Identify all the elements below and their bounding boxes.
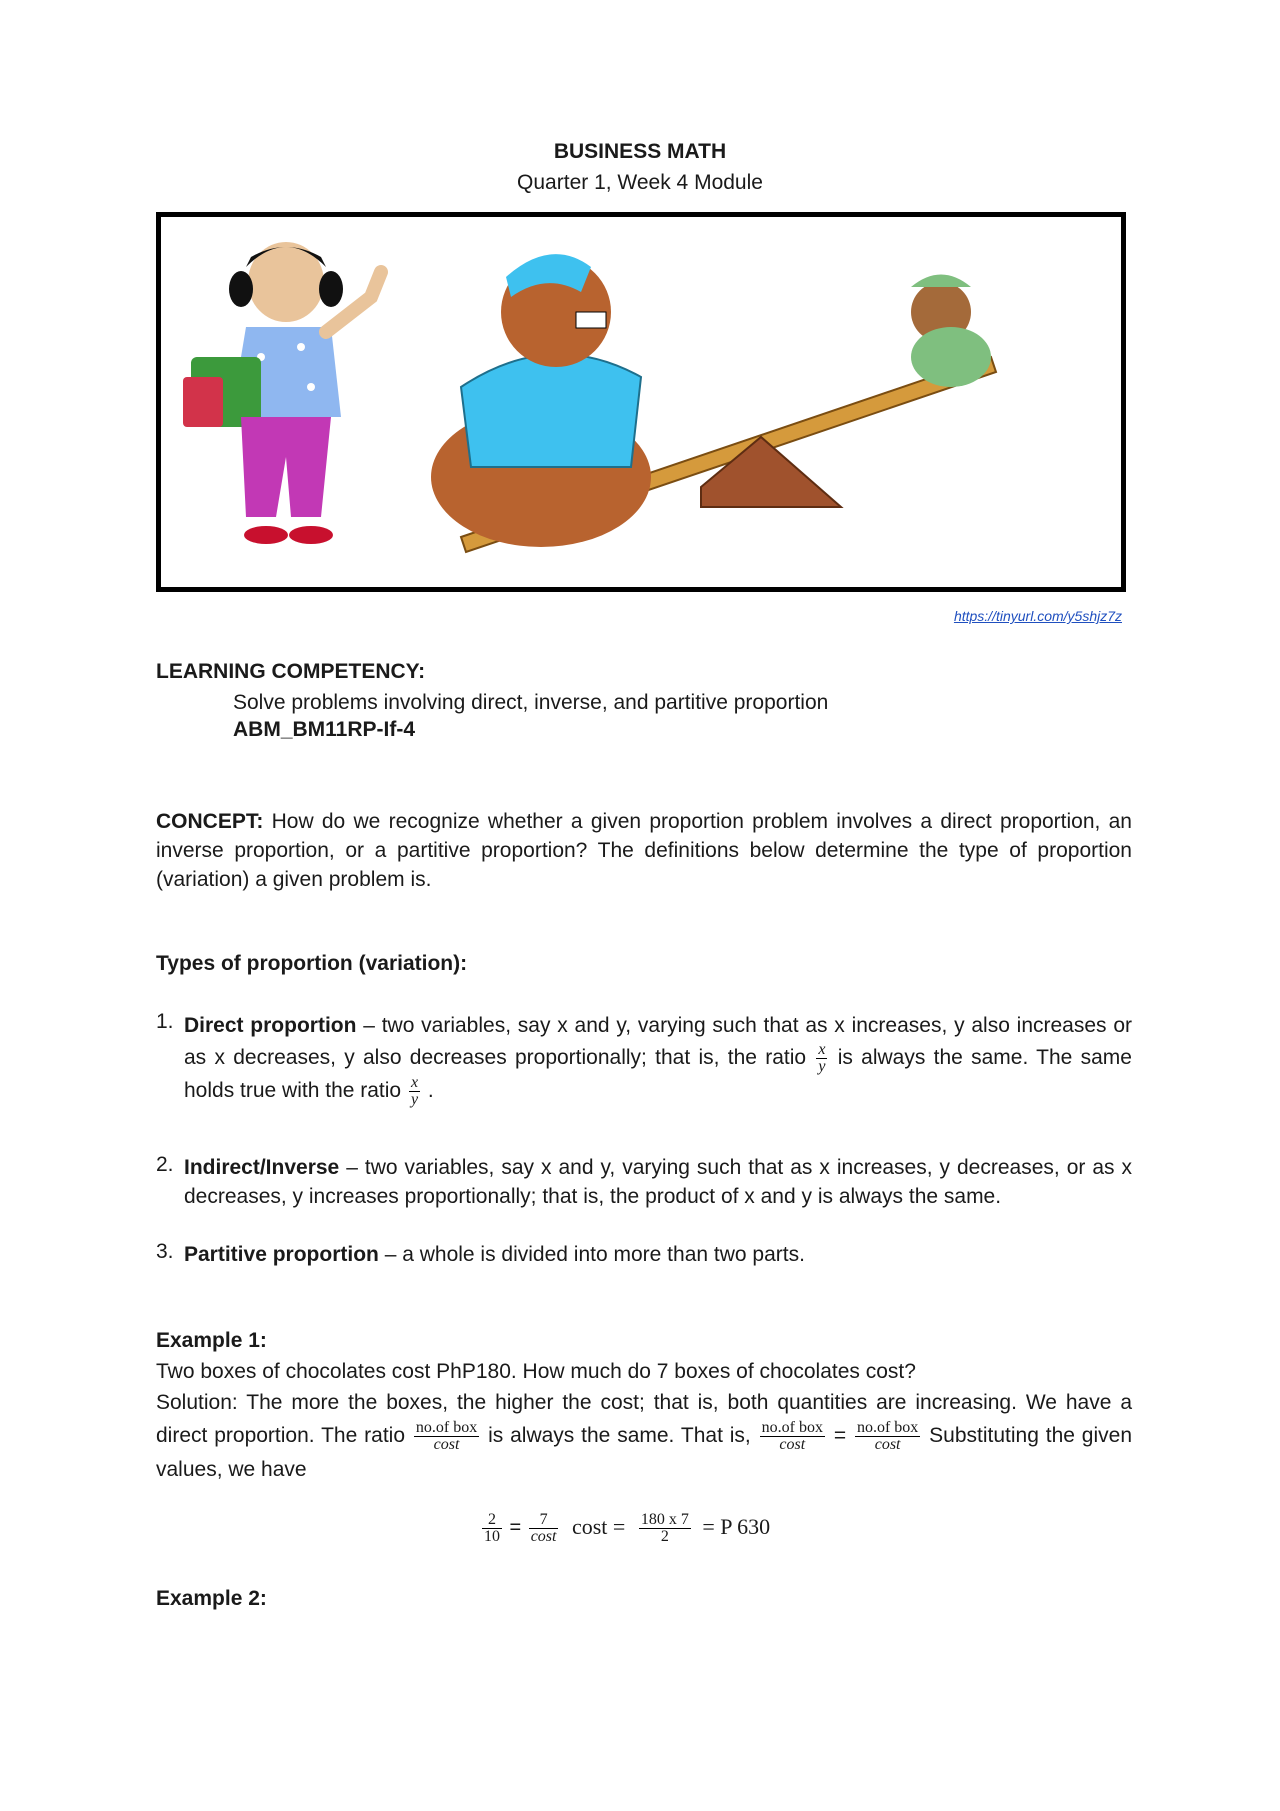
term-partitive: Partitive proportion xyxy=(184,1243,379,1266)
eq-frac-2-10 xyxy=(482,1512,502,1545)
image-credit-link[interactable]: https://tinyurl.com/y5shjz7z xyxy=(953,608,1122,624)
eq-equals: = xyxy=(509,1516,522,1539)
eq-f2-numerator: 7 xyxy=(529,1512,559,1529)
direct-text-b: is always the same. The same holds true with the ratio xyxy=(184,1046,1132,1103)
example2-heading: Example 2: xyxy=(156,1587,267,1610)
partitive-text: – a whole is divided into more than two parts. xyxy=(378,1243,805,1266)
page-title: BUSINESS MATH xyxy=(553,140,727,163)
frac2-denominator: y xyxy=(410,1091,419,1108)
ratio3-denominator: cost xyxy=(874,1435,901,1453)
concept-paragraph xyxy=(156,807,1132,894)
eq-f1-numerator: 2 xyxy=(482,1512,502,1529)
list-item-direct xyxy=(184,1010,1132,1108)
eq-cost-word: cost = xyxy=(571,1513,626,1539)
ratio2-denominator: cost xyxy=(779,1435,806,1453)
girl-figure xyxy=(183,242,381,544)
types-heading: Types of proportion (variation): xyxy=(156,952,468,975)
frac-denominator: y xyxy=(818,1058,826,1075)
eq-f3-numerator: 180 x 7 xyxy=(640,1511,689,1528)
direct-text-a: – two variables, say x and y, varying such that as x increases, y also increases or as x decreases, y also decreases proportionally; that is, the ratio xyxy=(184,1014,1132,1070)
solution-text-b: is always the same. That is, xyxy=(481,1424,758,1447)
seesaw-illustration xyxy=(161,217,1121,587)
eq-frac-7-cost xyxy=(529,1512,559,1545)
direct-text-c: . xyxy=(422,1079,434,1103)
example1-problem: Two boxes of chocolates cost PhP180. How much do 7 boxes of chocolates cost? xyxy=(156,1360,916,1383)
list-number-1: 1. xyxy=(156,1010,174,1033)
eq-f2-denominator: cost xyxy=(530,1528,557,1545)
frac2-numerator: x xyxy=(410,1074,419,1091)
eq-result: = P 630 xyxy=(702,1513,771,1539)
frac-numerator: x xyxy=(818,1041,826,1058)
term-direct: Direct proportion xyxy=(184,1014,357,1037)
ratio-box-over-cost-2 xyxy=(760,1420,825,1453)
list-number-2: 2. xyxy=(156,1153,174,1176)
ratio2-numerator: no.of box xyxy=(761,1418,823,1436)
concept-label: CONCEPT: xyxy=(156,810,264,833)
eq-f3-denominator: 2 xyxy=(660,1528,669,1545)
ratio3-numerator: no.of box xyxy=(856,1418,919,1436)
term-inverse: Indirect/Inverse xyxy=(184,1156,340,1179)
big-bear xyxy=(431,254,651,547)
example1-solution xyxy=(156,1386,1132,1486)
banner-illustration xyxy=(156,212,1126,592)
solution-equals: = xyxy=(826,1424,853,1447)
eq-frac-180x7-2 xyxy=(639,1512,691,1545)
page-subtitle: Quarter 1, Week 4 Module xyxy=(517,171,763,194)
fraction-x-over-y xyxy=(816,1042,827,1075)
example1-heading: Example 1: xyxy=(156,1329,267,1352)
competency-code: ABM_BM11RP-If-4 xyxy=(233,718,416,741)
concept-text: How do we recognize whether a given proportion problem involves a direct proportion, an inverse proportion, or a partitive proportion? The definitions below determine the type of proportion (variation) a given problem is. xyxy=(156,810,1132,891)
list-item-inverse xyxy=(184,1153,1132,1211)
ratio-box-over-cost-3 xyxy=(855,1420,920,1453)
example1-equation xyxy=(480,1512,770,1545)
ratio-denominator: cost xyxy=(433,1435,460,1453)
list-item-partitive xyxy=(184,1240,1132,1269)
small-bear xyxy=(911,275,991,388)
ratio-box-over-cost xyxy=(414,1420,479,1453)
fraction-x-over-y-2 xyxy=(409,1075,420,1108)
competency-text: Solve problems involving direct, inverse, and partitive proportion xyxy=(233,691,829,714)
ratio-numerator: no.of box xyxy=(415,1418,478,1436)
eq-f1-denominator: 10 xyxy=(484,1528,500,1545)
solution-text-d: Substituting the given values, we have xyxy=(156,1424,1133,1481)
list-number-3: 3. xyxy=(156,1240,174,1263)
solution-text-a: Solution: The more the boxes, the higher the cost; that is, both quantities are increasing. We have a direct proportion. The ratio xyxy=(156,1391,1132,1447)
competency-heading: LEARNING COMPETENCY: xyxy=(156,660,426,683)
inverse-text: – two variables, say x and y, varying such that as x increases, y decreases, or as x decreases, y increases proportionally; that is, the product of x and y is always the same. xyxy=(184,1156,1132,1208)
